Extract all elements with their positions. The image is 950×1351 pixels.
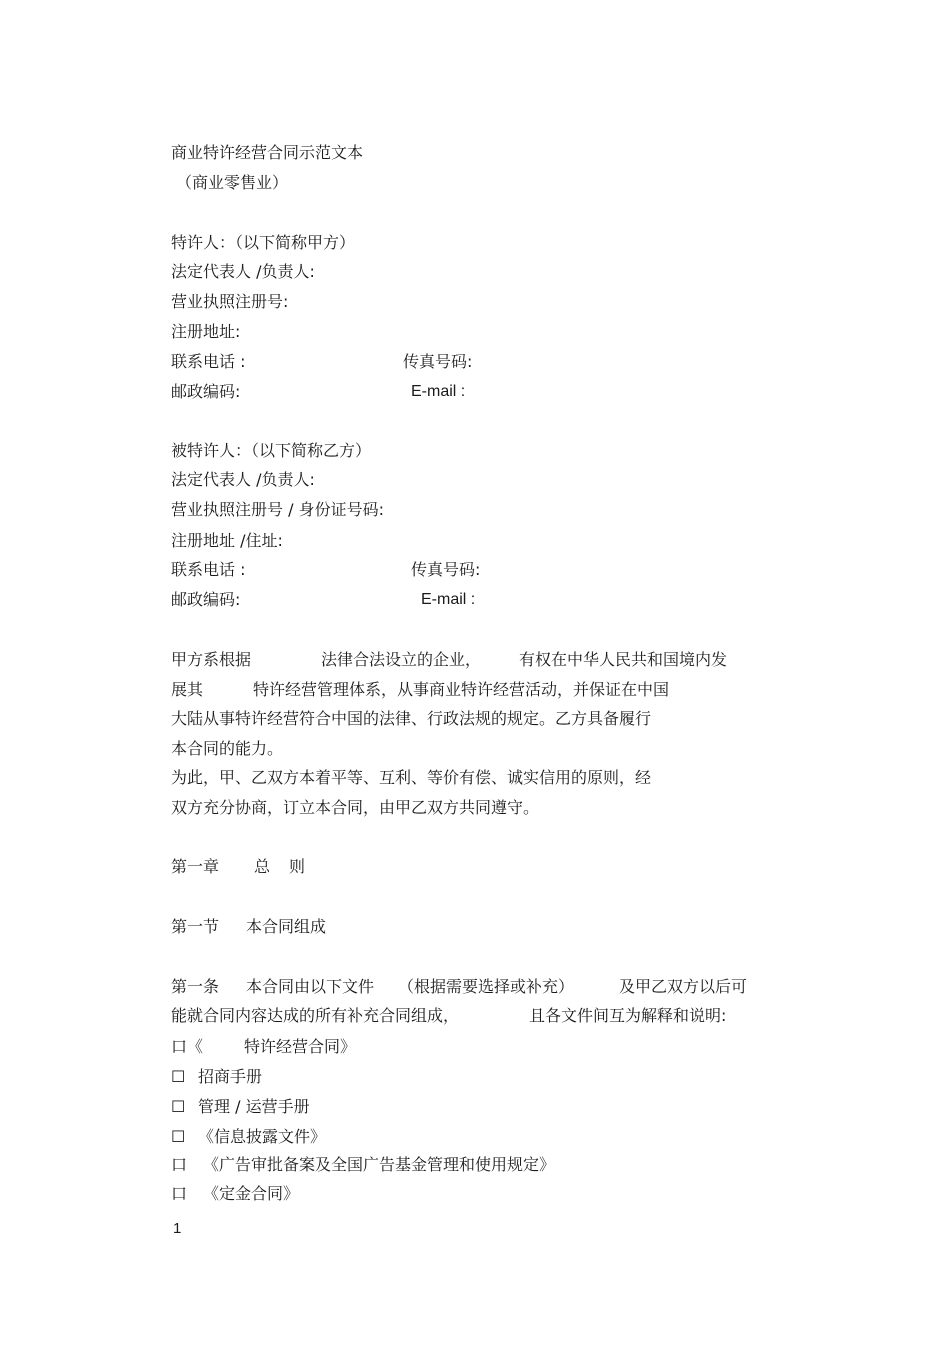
list-item-text: 《信息披露文件》	[198, 1127, 327, 1146]
checkbox-icon: ☐	[171, 1067, 186, 1086]
party-a-phone: 联系电话 :	[171, 352, 246, 371]
checkbox-icon: 口	[171, 1184, 188, 1203]
article-number: 第一条	[171, 977, 220, 996]
preamble-line-5: 为此，甲、乙双方本着平等、互利、等价有偿、诚实信用的原则，经	[171, 768, 652, 787]
list-item	[171, 1127, 327, 1147]
preamble-line-1b: 法律合法设立的企业，	[321, 650, 482, 669]
article-line-1a: 本合同由以下文件	[246, 977, 375, 996]
list-item-text: 《广告审批备案及全国广告基金管理和使用规定》	[203, 1155, 556, 1174]
party-a-license: 营业执照注册号:	[171, 292, 289, 311]
preamble-line-2a: 展其	[171, 680, 204, 699]
party-a-email: E-mail :	[411, 383, 466, 400]
list-item	[171, 1184, 300, 1204]
party-a-rep: 法定代表人 /负责人:	[171, 262, 315, 281]
preamble-line-3: 大陆从事特许经营符合中国的法律、行政法规的规定。乙方具备履行	[171, 709, 652, 728]
party-b-fax: 传真号码:	[411, 560, 481, 579]
list-item-text: 管理 / 运营手册	[198, 1097, 310, 1116]
party-b-address: 注册地址 /住址:	[171, 531, 283, 550]
party-b-email: E-mail :	[421, 591, 476, 608]
party-b-license: 营业执照注册号 / 身份证号码:	[171, 500, 384, 519]
preamble-line-6: 双方充分协商，订立本合同，由甲乙双方共同遵守。	[171, 798, 540, 817]
party-a-fax: 传真号码:	[403, 352, 473, 371]
document-subtitle: （商业零售业）	[176, 173, 289, 192]
article-line-1c: 及甲乙双方以后可	[619, 977, 748, 996]
checkbox-icon: 口	[171, 1155, 188, 1174]
preamble-line-4: 本合同的能力。	[171, 739, 284, 758]
page-number: 1	[173, 1220, 182, 1237]
list-item	[171, 1037, 203, 1057]
party-b-heading: 被特许人：（以下简称乙方）	[171, 441, 372, 460]
article-line-1b: （根据需要选择或补充）	[398, 977, 575, 996]
party-a-postcode: 邮政编码:	[171, 382, 241, 401]
list-item	[171, 1067, 263, 1087]
list-item	[171, 1097, 310, 1117]
party-b-postcode: 邮政编码:	[171, 590, 241, 609]
article-line-2a: 能就合同内容达成的所有补充合同组成，	[171, 1006, 460, 1025]
party-b-rep: 法定代表人 /负责人:	[171, 470, 315, 489]
document-title: 商业特许经营合同示范文本	[171, 143, 364, 162]
list-item-text: 招商手册	[198, 1067, 263, 1086]
section-title: 本合同组成	[246, 917, 327, 936]
preamble-line-2b: 特许经营管理体系，从事商业特许经营活动，并保证在中国	[253, 680, 670, 699]
checkbox-icon: ☐	[171, 1097, 186, 1116]
chapter-number: 第一章	[171, 857, 220, 876]
preamble-line-1c: 有权在中华人民共和国境内发	[519, 650, 728, 669]
list-item	[171, 1155, 556, 1175]
list-item-text-cont: 特许经营合同》	[244, 1037, 357, 1056]
checkbox-icon: ☐	[171, 1127, 186, 1146]
article-line-2b: 且各文件间互为解释和说明:	[529, 1006, 727, 1025]
checkbox-icon: 口	[171, 1037, 188, 1056]
chapter-title-word-2: 则	[289, 857, 306, 876]
list-item-text: 《	[187, 1037, 204, 1056]
list-item-text: 《定金合同》	[203, 1184, 300, 1203]
section-number: 第一节	[171, 917, 220, 936]
party-a-address: 注册地址:	[171, 322, 241, 341]
party-a-heading: 特许人：（以下简称甲方）	[171, 233, 356, 252]
chapter-title-word-1: 总	[254, 857, 271, 876]
preamble-line-1a: 甲方系根据	[171, 650, 252, 669]
party-b-phone: 联系电话 :	[171, 560, 246, 579]
